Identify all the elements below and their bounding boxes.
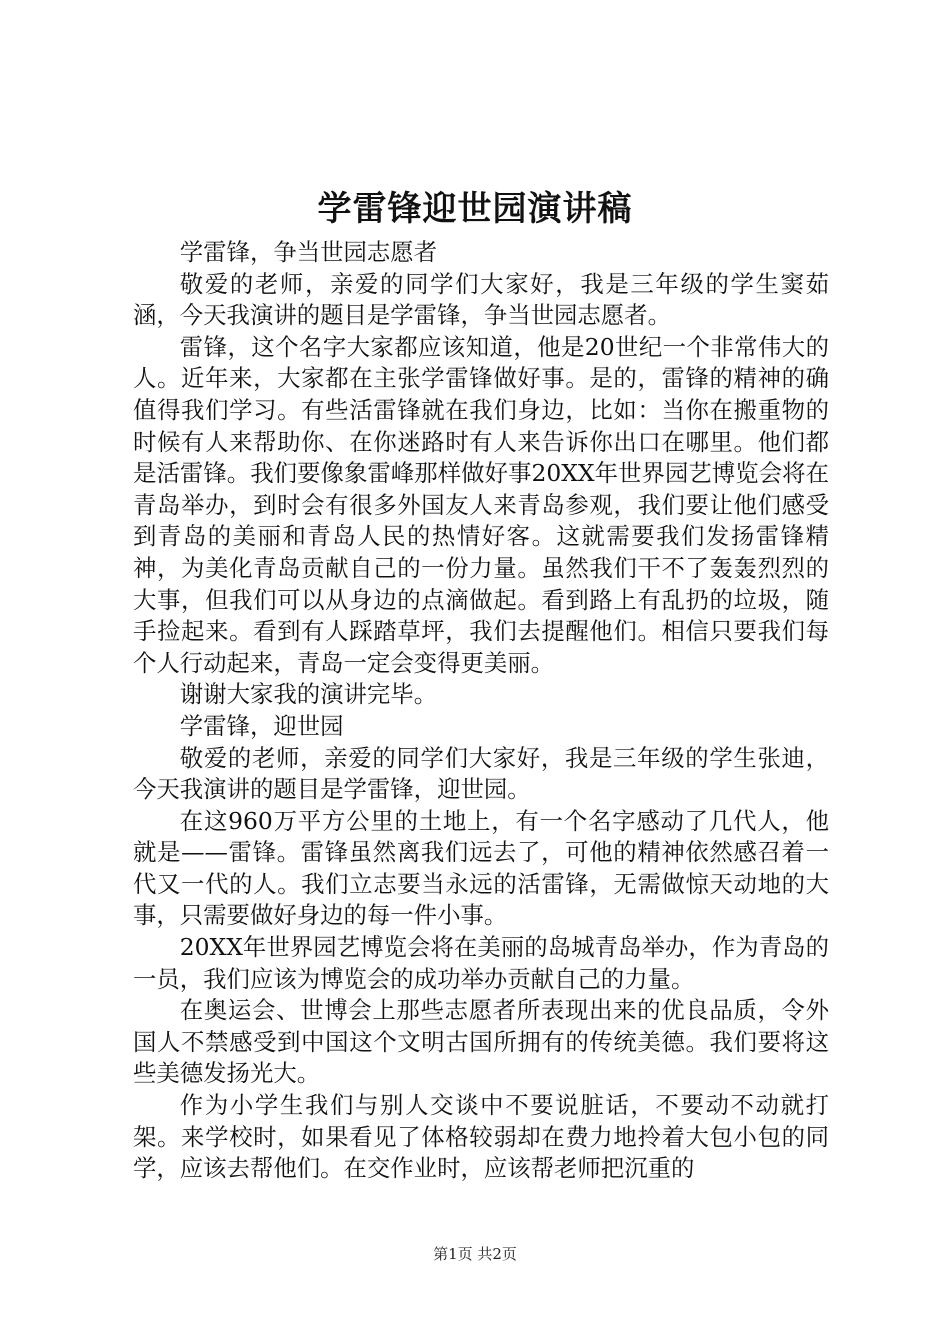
- paragraph: 雷锋，这个名字大家都应该知道，他是20世纪一个非常伟大的人。近年来，大家都在主张学雷锋做好事。是的，雷锋的精神的确值得我们学习。有些活雷锋就在我们身边，比如：当你在搬重物的时候有人来帮助你、在你迷路时有人来告诉你出口在哪里。他们都是活雷锋。我们要像象雷峰那样做好事20XX年世界园艺博览会将在青岛举办，到时会有很多外国友人来青岛参观，我们要让他们感受到青岛的美丽和青岛人民的热情好客。这就需要我们发扬雷锋精神，为美化青岛贡献自己的一份力量。虽然我们干不了轰轰烈烈的大事，但我们可以从身边的点滴做起。看到路上有乱扔的垃圾，随手捡起来。看到有人踩踏草坪，我们去提醒他们。相信只要我们每个人行动起来，青岛一定会变得更美丽。: [133, 332, 829, 677]
- paragraph: 敬爱的老师，亲爱的同学们大家好，我是三年级的学生窦茹涵，今天我演讲的题目是学雷锋，争当世园志愿者。: [133, 269, 829, 330]
- paragraph: 敬爱的老师，亲爱的同学们大家好，我是三年级的学生张迪，今天我演讲的题目是学雷锋，迎世园。: [133, 743, 829, 804]
- page-number-footer: 第1页 共2页: [433, 1245, 517, 1263]
- document-body: [133, 237, 829, 1185]
- paragraph: 在这960万平方公里的土地上，有一个名字感动了几代人，他就是——雷锋。雷锋虽然离我们远去了，可他的精神依然感召着一代又一代的人。我们立志要当永远的活雷锋，无需做惊天动地的大事，只需要做好身边的每一件小事。: [133, 806, 829, 930]
- paragraph: 20XX年世界园艺博览会将在美丽的岛城青岛举办，作为青岛的一员，我们应该为博览会的成功举办贡献自己的力量。: [133, 933, 829, 993]
- section-heading-1: 学雷锋，争当世园志愿者: [179, 238, 438, 266]
- document-title: 学雷锋迎世园演讲稿: [317, 189, 633, 229]
- paragraph: 作为小学生我们与别人交谈中不要说脏话，不要动不动就打架。来学校时，如果看见了体格较弱却在费力地拎着大包小包的同学，应该去帮他们。在交作业时，应该帮老师把沉重的: [133, 1091, 829, 1183]
- paragraph: 谢谢大家我的演讲完毕。: [179, 680, 438, 709]
- section-heading-2: 学雷锋，迎世园: [179, 711, 344, 740]
- paragraph: 在奥运会、世博会上那些志愿者所表现出来的优良品质，令外国人不禁感受到中国这个文明古国所拥有的传统美德。我们要将这些美德发扬光大。: [133, 996, 829, 1088]
